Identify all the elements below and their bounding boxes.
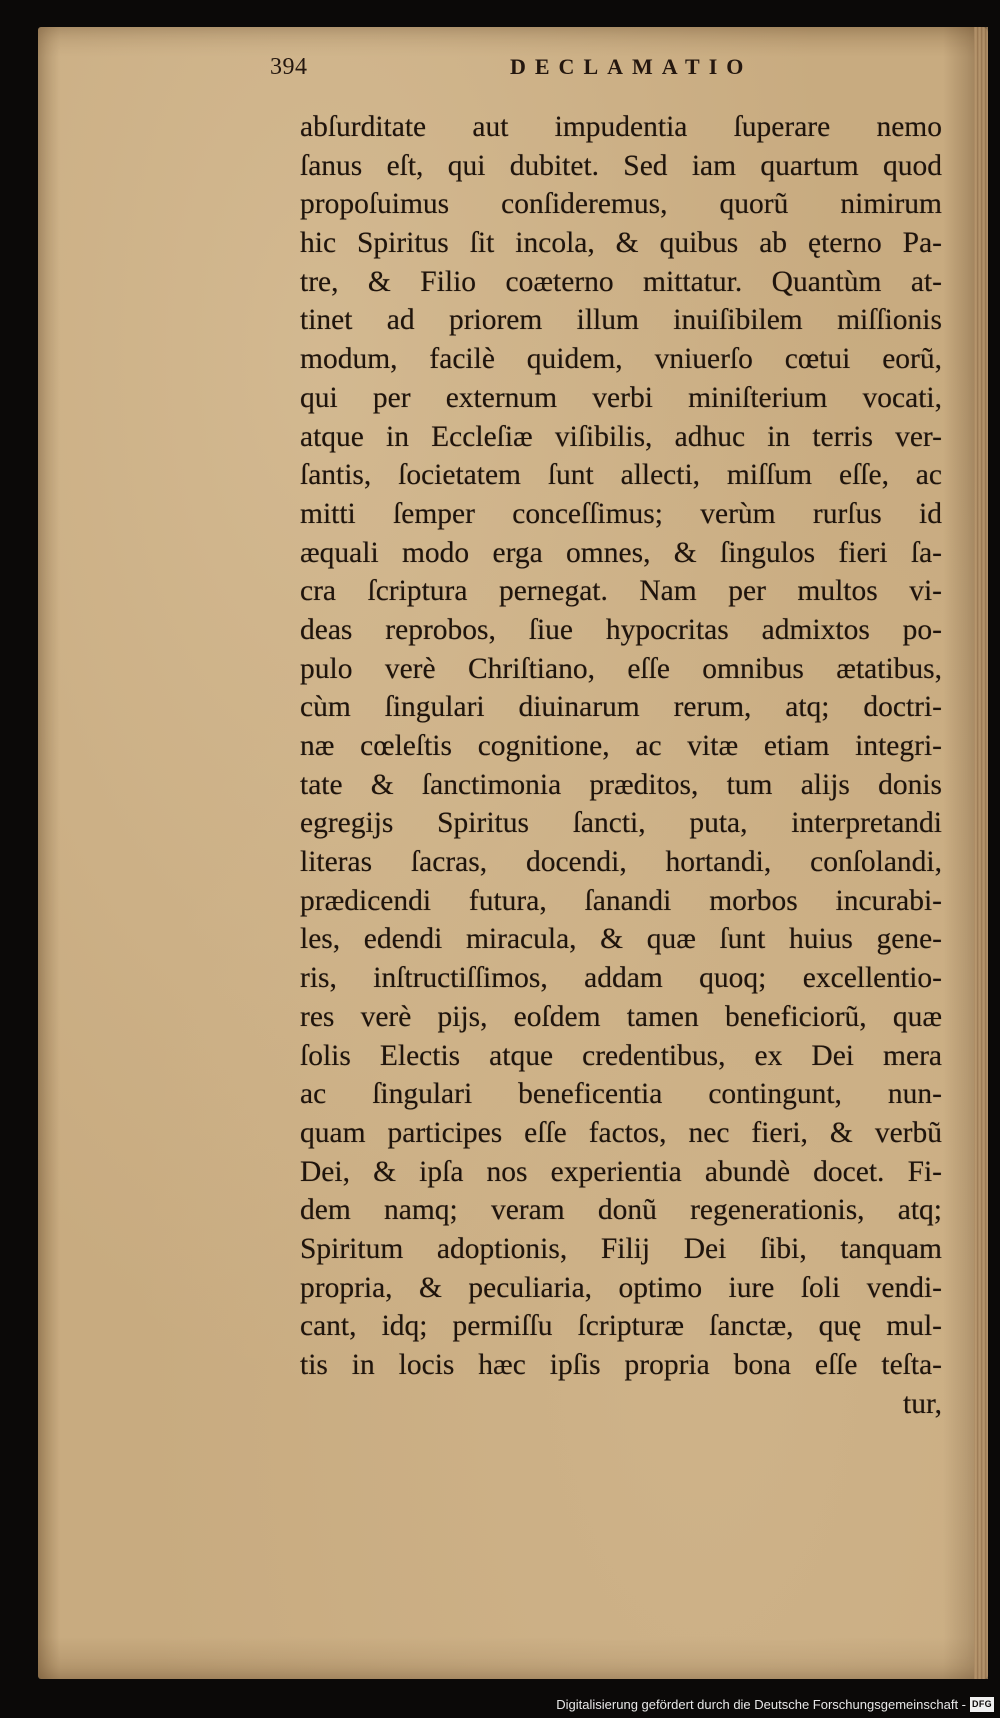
text-line: ſolis Electis atque credentibus, ex Dei mera: [300, 1039, 942, 1072]
text-line: ſantis, ſocietatem ſunt allecti, miſſum eſſe, ac: [300, 459, 942, 492]
text-line: pulo verè Chriſtiano, eſſe omnibus ætatibus,: [300, 652, 942, 685]
text-line: qui per externum verbi miniſterium vocati,: [300, 381, 942, 414]
text-line: abſurditate aut impudentia ſuperare nemo: [300, 111, 942, 143]
text-line: cùm ſingulari diuinarum rerum, atq; doctri-: [300, 691, 942, 724]
text-line: propoſuimus conſideremus, quorũ nimirum: [300, 188, 942, 221]
text-line: tate & ſanctimonia præditos, tum alijs donis: [300, 768, 942, 801]
text-line: hic Spiritus ſit incola, & quibus ab ęterno Pa-: [300, 227, 942, 260]
text-line: ac ſingulari beneficentia contingunt, nun-: [300, 1078, 942, 1111]
text-line: res verè pijs, eoſdem tamen beneficiorũ, quæ: [300, 1000, 942, 1033]
text-line: ſanus eſt, qui dubitet. Sed iam quartum quod: [300, 149, 942, 182]
text-line: cra ſcriptura pernegat. Nam per multos vi-: [300, 575, 942, 608]
text-line: literas ſacras, docendi, hortandi, conſolandi,: [300, 846, 942, 879]
text-line: quam participes eſſe factos, nec fieri, & verbũ: [300, 1116, 942, 1149]
text-line: deas reprobos, ſiue hypocritas admixtos po-: [300, 613, 942, 646]
text-line: modum, facilè quidem, vniuerſo cœtui eorũ,: [300, 343, 942, 376]
page-edge: [974, 27, 988, 1679]
text-line: mitti ſemper conceſſimus; verùm rurſus id: [300, 497, 942, 530]
text-line: egregijs Spiritus ſancti, puta, interpretandi: [300, 807, 942, 840]
page-header: [250, 52, 950, 92]
catchword: tur,: [903, 1387, 942, 1420]
text-line: Dei, & ipſa nos experientia abundè docet. Fi-: [300, 1155, 942, 1188]
text-line: propria, & peculiaria, optimo iure ſoli vendi-: [300, 1271, 942, 1304]
text-line: cant, idq; permiſſu ſcripturæ ſanctæ, quę mul-: [300, 1310, 942, 1343]
digitization-footer: [0, 1694, 1000, 1718]
text-line: æquali modo erga omnes, & ſingulos fieri ſa-: [300, 536, 942, 569]
text-line: Spiritum adoptionis, Filij Dei ſibi, tanquam: [300, 1232, 942, 1265]
text-line: tre, & Filio coæterno mittatur. Quantùm at-: [300, 265, 942, 298]
text-line: tinet ad priorem illum inuiſibilem miſſionis: [300, 304, 942, 337]
funding-credit: Digitalisierung gefördert durch die Deutsche Forschungsgemeinschaft -: [556, 1697, 966, 1712]
text-line: dem namq; veram donũ regenerationis, atq;: [300, 1194, 942, 1227]
dfg-logo-icon: DFG: [970, 1697, 994, 1712]
text-line: næ cœleſtis cognitione, ac vitæ etiam integri-: [300, 730, 942, 762]
body-text: [300, 108, 942, 1423]
text-line: tis in locis hæc ipſis propria bona eſſe teſta-: [300, 1349, 942, 1381]
text-line: prædicendi futura, ſanandi morbos incurabi-: [300, 884, 942, 917]
text-line: atque in Eccleſiæ viſibilis, adhuc in terris ver-: [300, 420, 942, 453]
text-line: les, edendi miracula, & quæ ſunt huius gene-: [300, 923, 942, 956]
page-number: 394: [270, 54, 308, 80]
running-head: DECLAMATIO: [510, 54, 753, 79]
text-line: ris, inſtructiſſimos, addam quoq; excellentio-: [300, 962, 942, 995]
